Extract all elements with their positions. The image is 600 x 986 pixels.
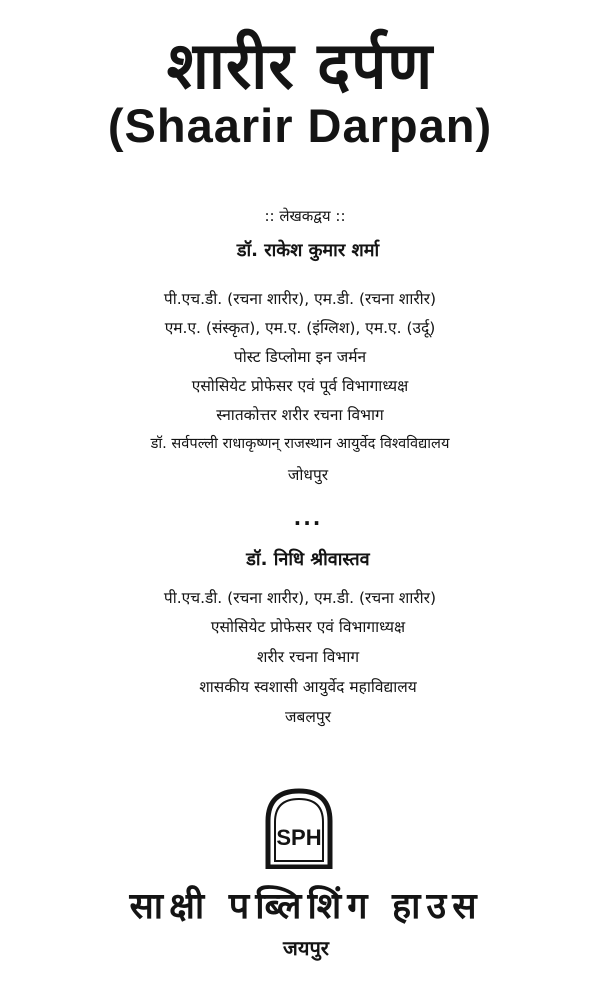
- publisher-logo-icon: [262, 787, 336, 869]
- book-title-english: (Shaarir Darpan): [107, 99, 493, 152]
- author1-degree-line: पी.एच.डी. (रचना शारीर), एम.डी. (रचना शारीर): [163, 290, 437, 308]
- author2-name: डॉ. निधि श्रीवास्तव: [246, 549, 370, 570]
- publisher-name: साक्षी पब्लिशिंग हाउस: [129, 886, 483, 927]
- author1-university-line: डॉ. सर्वपल्ली राधाकृष्णन् राजस्थान आयुर्वेद विश्वविद्यालय: [150, 435, 450, 452]
- author1-diploma-line: पोस्ट डिप्लोमा इन जर्मन: [233, 348, 367, 366]
- author-separator: ...: [293, 506, 323, 530]
- logo-text: SPH: [276, 825, 322, 850]
- author2-designation-line: एसोसियेट प्रोफेसर एवं विभागाध्यक्ष: [210, 618, 406, 636]
- publisher-city: जयपुर: [283, 936, 329, 960]
- authors-heading: :: लेखकद्वय ::: [264, 207, 346, 225]
- author2-city-line: जबलपुर: [284, 708, 331, 726]
- author1-degree-line: एम.ए. (संस्कृत), एम.ए. (इंग्लिश), एम.ए. (उर्दू): [164, 319, 436, 337]
- author1-department-line: स्नातकोत्तर शरीर रचना विभाग: [216, 406, 384, 424]
- author2-degree-line: पी.एच.डी. (रचना शारीर), एम.डी. (रचना शारीर): [163, 589, 437, 607]
- author2-department-line: शरीर रचना विभाग: [256, 648, 360, 666]
- author1-name: डॉ. राकेश कुमार शर्मा: [236, 240, 380, 261]
- author1-designation-line: एसोसियेट प्रोफेसर एवं पूर्व विभागाध्यक्ष: [191, 377, 409, 395]
- author2-college-line: शासकीय स्वशासी आयुर्वेद महाविद्यालय: [199, 678, 417, 696]
- author1-city-line: जोधपुर: [287, 466, 329, 484]
- book-title-hindi: शारीर दर्पण: [166, 27, 434, 104]
